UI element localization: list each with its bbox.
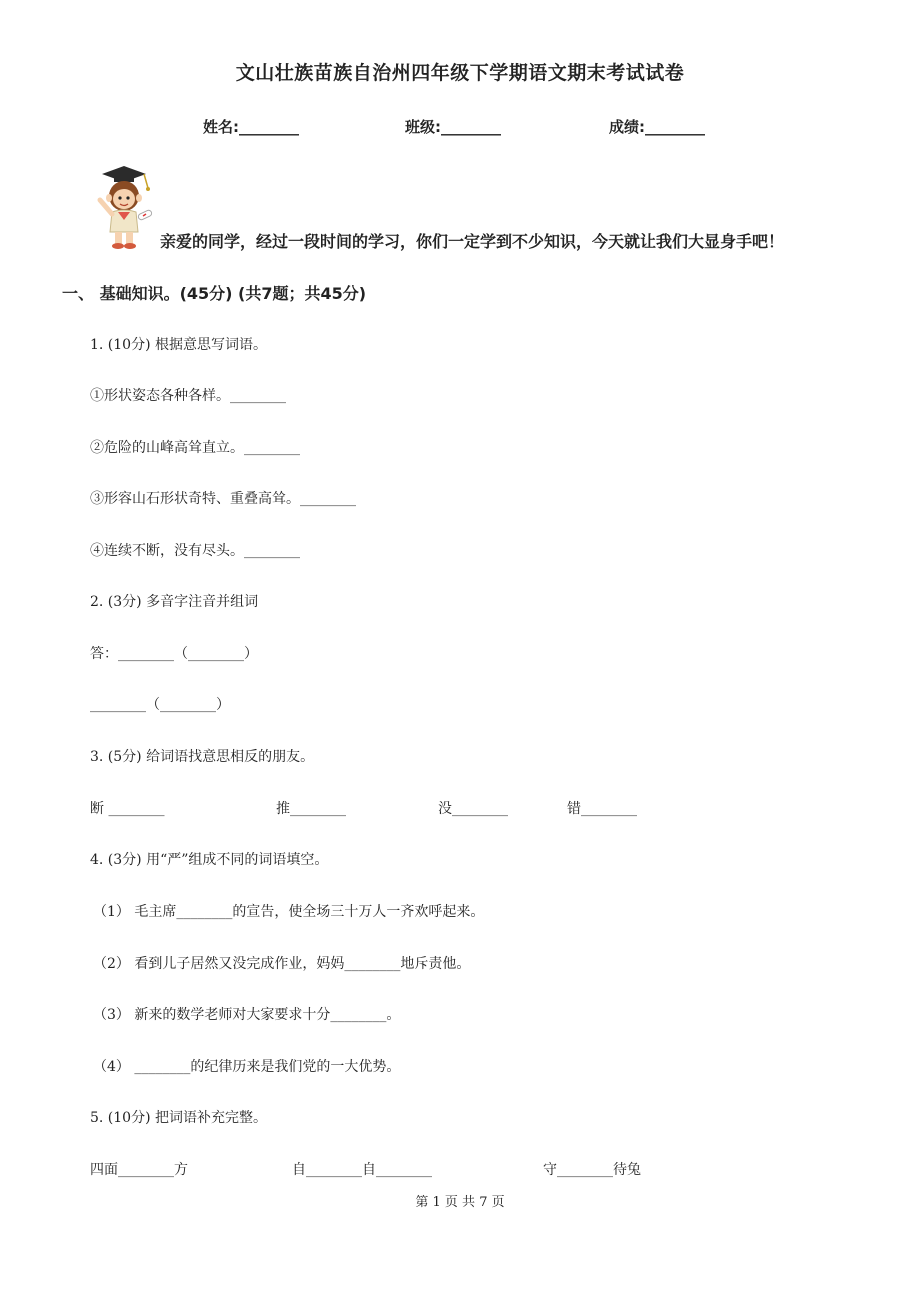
- greeting-text: 亲爱的同学，经过一段时间的学习，你们一定学到不少知识，今天就让我们大显身手吧！: [160, 232, 785, 251]
- question-4-item: （2） 看到儿子居然又没完成作业，妈妈________地斥责他。: [93, 956, 471, 972]
- question-4-item: （1） 毛主席________的宣告，使全场三十万人一齐欢呼起来。: [93, 904, 485, 920]
- question-3-cell: 推________: [276, 801, 346, 817]
- question-2-header: 2. (3分) 多音字注音并组词: [90, 594, 259, 610]
- question-1-item: ③形容山石形状奇特、重叠高耸。________: [90, 491, 356, 507]
- question-3-cell: 断 ________: [90, 801, 165, 817]
- question-1-item: ④连续不断，没有尽头。________: [90, 543, 300, 559]
- class-field: 班级:________: [405, 118, 501, 136]
- question-5-cell: 自________自________: [292, 1162, 432, 1178]
- question-3-cell: 没________: [438, 801, 508, 817]
- question-5-header: 5. (10分) 把词语补充完整。: [90, 1110, 267, 1126]
- question-1-header: 1. (10分) 根据意思写词语。: [90, 337, 267, 353]
- question-1-item: ②危险的山峰高耸直立。________: [90, 440, 300, 456]
- name-field: 姓名:________: [203, 118, 299, 136]
- question-3-header: 3. (5分) 给词语找意思相反的朋友。: [90, 749, 315, 765]
- score-field: 成绩:________: [609, 118, 705, 136]
- section-heading: 一、 基础知识。(45分) (共7题；共45分): [62, 284, 367, 303]
- question-4-header: 4. (3分) 用“严”组成不同的词语填空。: [90, 852, 329, 868]
- page-footer: 第 1 页 共 7 页: [415, 1195, 505, 1210]
- question-1-item: ①形状姿态各种各样。________: [90, 388, 286, 404]
- question-2-answer-line: ________（________）: [90, 697, 230, 713]
- question-4-item: （4） ________的纪律历来是我们党的一大优势。: [93, 1059, 401, 1075]
- question-5-cell: 四面________方: [90, 1162, 188, 1178]
- question-2-answer-line: 答：________（________）: [90, 646, 258, 662]
- page-title: 文山壮族苗族自治州四年级下学期语文期末考试试卷: [235, 62, 685, 84]
- question-3-cell: 错________: [567, 801, 637, 817]
- question-5-cell: 守________待兔: [543, 1162, 641, 1178]
- student-mascot-icon: [88, 162, 158, 250]
- question-4-item: （3） 新来的数学老师对大家要求十分________。: [93, 1007, 401, 1023]
